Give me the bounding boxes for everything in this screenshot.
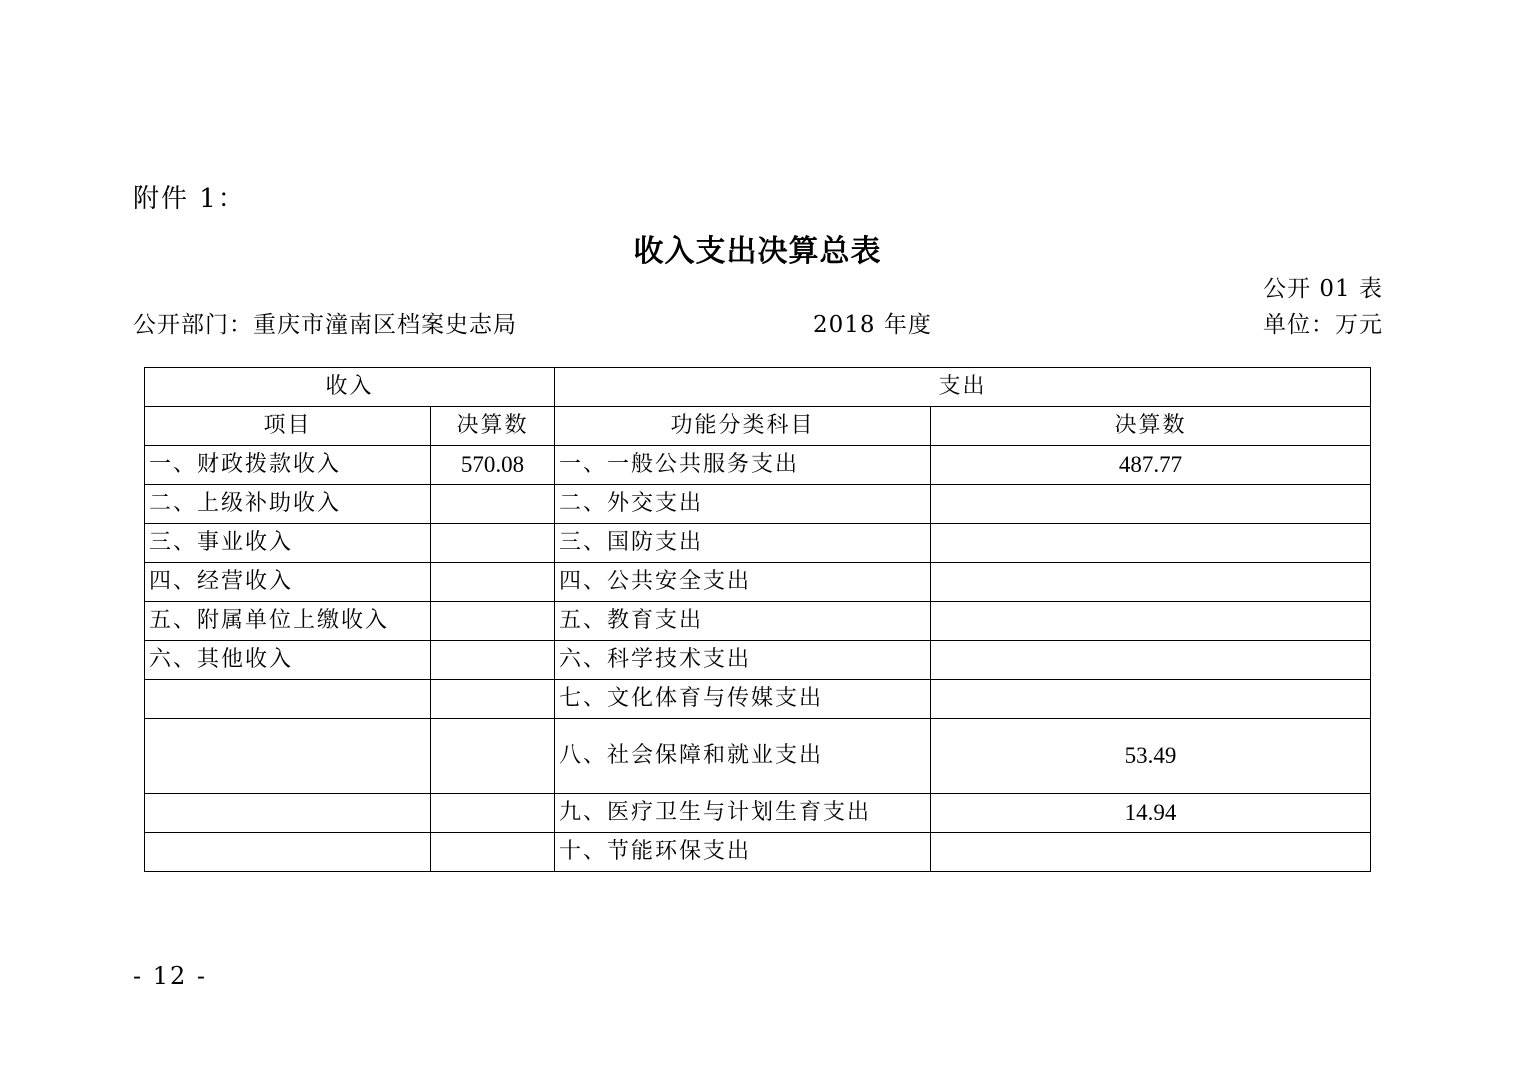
col-header-item: 项目 [145,407,431,446]
expense-item: 八、社会保障和就业支出 [555,719,931,794]
expense-amount [931,833,1371,872]
income-section-header: 收入 [145,368,555,407]
attachment-label: 附件 1： [133,184,246,214]
income-amount [431,524,555,563]
table-row [145,446,1371,485]
column-header-row [145,407,1371,446]
expense-amount: 487.77 [931,446,1371,485]
department-label: 公开部门：重庆市潼南区档案史志局 [133,312,517,338]
table-row [145,641,1371,680]
expense-amount [931,641,1371,680]
income-amount [431,719,555,794]
expense-amount: 53.49 [931,719,1371,794]
income-amount [431,680,555,719]
income-amount [431,794,555,833]
table-row [145,680,1371,719]
page-number: - 12 - [133,962,208,990]
income-item: 六、其他收入 [145,641,431,680]
income-item: 二、上级补助收入 [145,485,431,524]
income-item [145,680,431,719]
expense-amount: 14.94 [931,794,1371,833]
expense-item: 九、医疗卫生与计划生育支出 [555,794,931,833]
expense-amount [931,680,1371,719]
income-item: 五、附属单位上缴收入 [145,602,431,641]
col-header-expense-amount: 决算数 [931,407,1371,446]
income-amount [431,641,555,680]
expense-item: 四、公共安全支出 [555,563,931,602]
table-row [145,485,1371,524]
fiscal-year: 2018 年度 [813,312,932,338]
expense-item: 六、科学技术支出 [555,641,931,680]
expense-item: 三、国防支出 [555,524,931,563]
table-row [145,563,1371,602]
income-item [145,719,431,794]
expense-item: 五、教育支出 [555,602,931,641]
table-row [145,794,1371,833]
expense-amount [931,602,1371,641]
table-row [145,602,1371,641]
table-row [145,524,1371,563]
table-row [145,719,1371,794]
income-item: 三、事业收入 [145,524,431,563]
income-amount [431,833,555,872]
expense-amount [931,524,1371,563]
page-title: 收入支出决算总表 [633,234,882,269]
table-code: 公开 01 表 [1263,276,1383,302]
expense-amount [931,485,1371,524]
income-amount [431,563,555,602]
col-header-function: 功能分类科目 [555,407,931,446]
income-amount [431,485,555,524]
section-header-row [145,368,1371,407]
col-header-income-amount: 决算数 [431,407,555,446]
unit-label: 单位：万元 [1263,312,1383,338]
expense-item: 一、一般公共服务支出 [555,446,931,485]
expense-amount [931,563,1371,602]
expense-item: 十、节能环保支出 [555,833,931,872]
income-item [145,794,431,833]
income-item [145,833,431,872]
table-row [145,833,1371,872]
expense-item: 二、外交支出 [555,485,931,524]
income-amount [431,602,555,641]
budget-table [144,367,1371,872]
income-amount: 570.08 [431,446,555,485]
income-item: 四、经营收入 [145,563,431,602]
expense-section-header: 支出 [555,368,1371,407]
income-item: 一、财政拨款收入 [145,446,431,485]
expense-item: 七、文化体育与传媒支出 [555,680,931,719]
